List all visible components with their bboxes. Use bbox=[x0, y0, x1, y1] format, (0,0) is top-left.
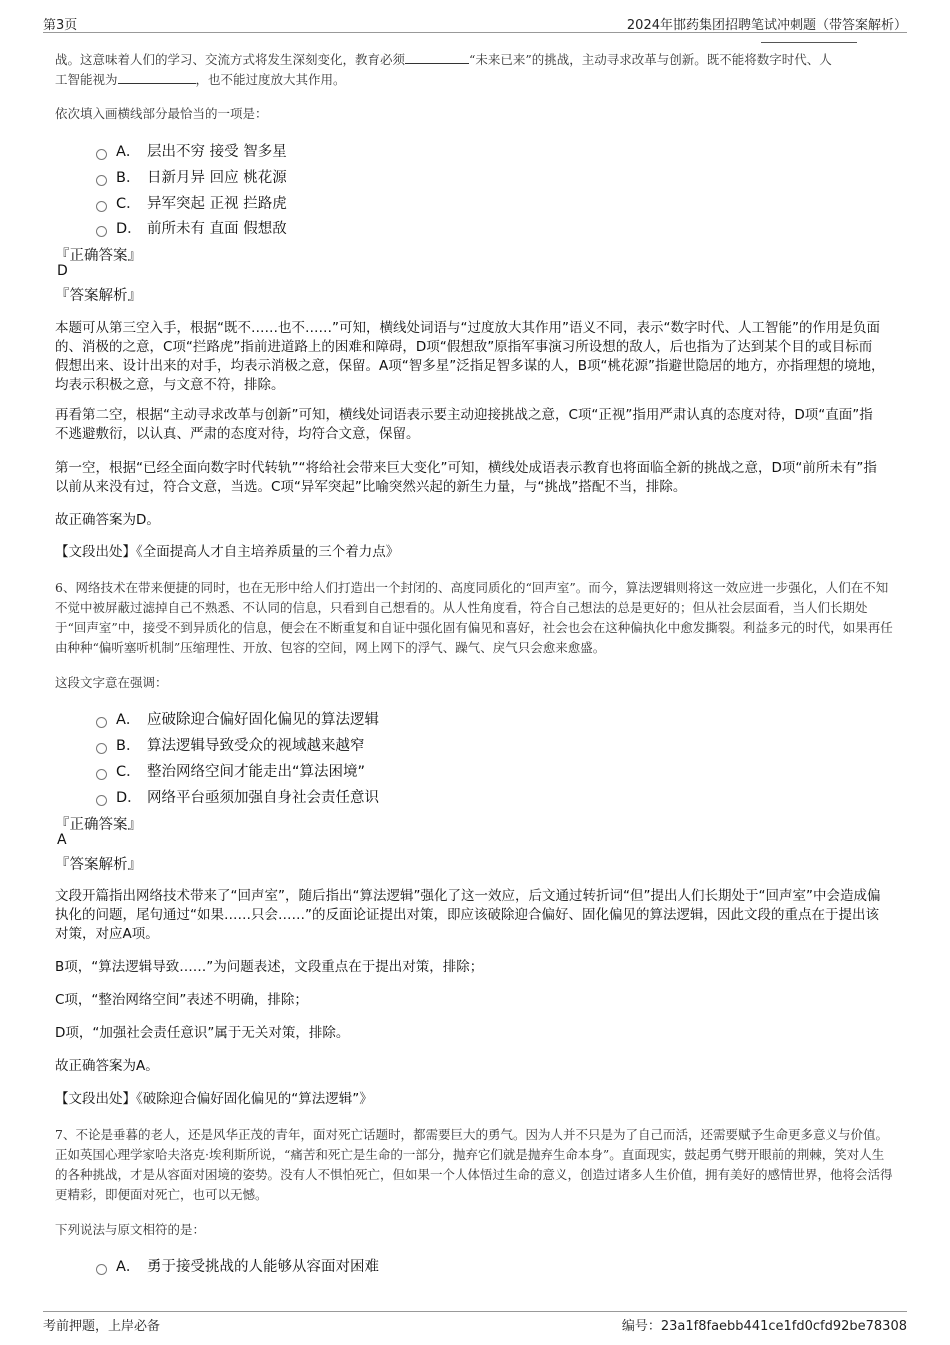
option-text: 整治网络空间才能走出“算法困境” bbox=[147, 764, 366, 780]
q6-analysis-3: C项，“整治网络空间”表述不明确，排除； bbox=[55, 992, 308, 1008]
fill-blank-2 bbox=[405, 50, 469, 64]
option-letter: C． bbox=[116, 196, 141, 212]
q5-prompt: 依次填入画横线部分最恰当的一项是： bbox=[55, 106, 268, 121]
q6-analysis-2: B项，“算法逻辑导致……”为问题表述，文段重点在于提出对策，排除； bbox=[55, 959, 484, 975]
q6-source: 【文段出处】《破除迎合偏好固化偏见的“算法逻辑”》 bbox=[55, 1091, 373, 1107]
option-letter: A． bbox=[116, 144, 141, 160]
page-footer bbox=[43, 1311, 907, 1340]
q6-option-a[interactable] bbox=[96, 708, 379, 729]
radio-icon[interactable] bbox=[96, 175, 107, 186]
q5-passage-end bbox=[55, 50, 895, 90]
radio-icon[interactable] bbox=[96, 149, 107, 160]
option-text: 勇于接受挑战的人能够从容面对困难 bbox=[147, 1259, 379, 1275]
q6-analysis-label: 『答案解析』 bbox=[55, 857, 142, 873]
q5-analysis-3: 第一空，根据“已经全面向数字时代转轨”“将给社会带来巨大变化”可知，横线处成语表示教育也将面临全新的挑战之意，D项“前所未有”指以前从来没有过，符合文意，当选。C项“异军突起”比喻突然兴起的新生力量，与“挑战”搭配不当，排除。 bbox=[55, 460, 877, 495]
q5-analysis-2: 再看第二空，根据“主动寻求改革与创新”可知，横线处词语表示要主动迎接挑战之意，C项“正视”指用严肃认真的态度对待，D项“直面”指不逃避敷衍，以认真、严肃的态度对待，均符合文意，保留。 bbox=[55, 407, 873, 442]
option-letter: D． bbox=[116, 221, 142, 237]
code-label: 编号： bbox=[621, 1319, 661, 1334]
option-text: 前所未有 直面 假想敌 bbox=[147, 221, 287, 237]
q7-option-a[interactable] bbox=[96, 1255, 379, 1276]
option-text: 日新月异 回应 桃花源 bbox=[147, 170, 287, 186]
radio-icon[interactable] bbox=[96, 1264, 107, 1275]
option-letter: A． bbox=[116, 712, 141, 728]
option-letter: B． bbox=[116, 738, 141, 754]
q5-option-d[interactable] bbox=[96, 217, 287, 238]
radio-icon[interactable] bbox=[96, 226, 107, 237]
footer-code bbox=[622, 1315, 907, 1334]
q5-analysis-1: 本题可从第三空入手，根据“既不……也不……”可知，横线处词语与“过度放大其作用”语义不同，表示“数字时代、人工智能”的作用是负面的、消极的之意，C项“拦路虎”指前进道路上的困难和障碍，D项“假想敌”原指军事演习所设想的敌人，后也指为了达到某个目的或目标而假想出来、设计出来的对手，均表示消极之意，保留。A项“智多星”泛指足智多谋的人，B项“桃花源”指避世隐居的地方，亦指理想的境地，均表示积极之意，与文意不符，排除。 bbox=[55, 320, 885, 393]
option-text: 异军突起 正视 拦路虎 bbox=[147, 196, 287, 212]
q6-answer-label: 『正确答案』 bbox=[55, 817, 142, 833]
option-letter: B． bbox=[116, 170, 141, 186]
q5-option-c[interactable] bbox=[96, 192, 287, 213]
option-letter: D． bbox=[116, 790, 142, 806]
header-rule bbox=[761, 42, 857, 43]
option-text: 算法逻辑导致受众的视域越来越窄 bbox=[147, 738, 365, 754]
q5-answer: D bbox=[57, 263, 68, 279]
q7-passage: 7、不论是垂暮的老人，还是风华正茂的青年，面对死亡话题时，都需要巨大的勇气。因为人并不只是为了自己而活，还需要赋予生命更多意义与价值。正如英国心理学家哈夫洛克·埃利斯所说，“痛苦和死亡是生命的一部分，抛弃它们就是抛弃生命本身”。直面现实，鼓起勇气劈开眼前的荆棘，笑对人生的各种挑战，才是从容面对困境的姿势。没有人不惧怕死亡，但如果一个人体悟过生命的意义，创造过诸多人生价值，拥有美好的感情世界，他将会活得更精彩，即便面对死亡，也可以无憾。 bbox=[55, 1127, 893, 1202]
option-text: 层出不穷 接受 智多星 bbox=[147, 144, 287, 160]
q5-source: 【文段出处】《全面提高人才自主培养质量的三个着力点》 bbox=[55, 544, 400, 560]
q6-analysis-5: 故正确答案为A。 bbox=[55, 1058, 159, 1074]
q7-prompt: 下列说法与原文相符的是： bbox=[55, 1222, 206, 1237]
q6-option-d[interactable] bbox=[96, 786, 379, 807]
option-letter: C． bbox=[116, 764, 141, 780]
q6-analysis-1: 文段开篇指出网络技术带来了“回声室”，随后指出“算法逻辑”强化了这一效应，后文通过转折词“但”提出人们长期处于“回声室”中会造成偏执化的问题，尾句通过“如果……只会……”的反面论证提出对策，即应该破除迎合偏好、固化偏见的算法逻辑，因此文段的重点在于提出该对策，对应A项。 bbox=[55, 888, 881, 942]
q5-text-1: 战。这意味着人们的学习、交流方式将发生深刻变化，教育必须 bbox=[55, 52, 406, 67]
option-text: 网络平台亟须加强自身社会责任意识 bbox=[147, 790, 379, 806]
option-letter: A． bbox=[116, 1259, 141, 1275]
q6-prompt: 这段文字意在强调： bbox=[55, 675, 168, 690]
radio-icon[interactable] bbox=[96, 795, 107, 806]
q5-option-b[interactable] bbox=[96, 166, 287, 187]
fill-blank-3 bbox=[118, 70, 196, 84]
q6-option-c[interactable] bbox=[96, 760, 365, 781]
radio-icon[interactable] bbox=[96, 743, 107, 754]
q5-answer-label: 『正确答案』 bbox=[55, 248, 142, 264]
q6-answer: A bbox=[57, 832, 67, 848]
q6-passage: 6、网络技术在带来便捷的同时，也在无形中给人们打造出一个封闭的、高度同质化的“回声室”。而今，算法逻辑则将这一效应进一步强化，人们在不知不觉中被屏蔽过滤掉自己不熟悉、不认同的信息，只看到自己想看的。从人性角度看，符合自己想法的总是更好的；但从社会层面看，当人们长期处于“回声室”中，接受不到异质化的信息，便会在不断重复和自证中强化固有偏见和喜好，社会也会在这种偏执化中愈发撕裂。利益多元的时代，如果再任由种种“偏听塞听机制”压缩理性、开放、包容的空间，网上网下的浮气、躁气、戾气只会愈来愈盛。 bbox=[55, 580, 893, 655]
q5-text-4: ，也不能过度放大其作用。 bbox=[195, 72, 346, 87]
q5-option-a[interactable] bbox=[96, 140, 287, 161]
q6-option-b[interactable] bbox=[96, 734, 365, 755]
q6-analysis-4: D项，“加强社会责任意识”属于无关对策，排除。 bbox=[55, 1025, 350, 1041]
code-value: 23a1f8faebb441ce1fd0cfd92be78308 bbox=[660, 1319, 907, 1334]
radio-icon[interactable] bbox=[96, 201, 107, 212]
q5-text-3: 工智能视为 bbox=[55, 72, 118, 87]
page-header bbox=[43, 10, 907, 33]
radio-icon[interactable] bbox=[96, 769, 107, 780]
q5-analysis-label: 『答案解析』 bbox=[55, 288, 142, 304]
footer-slogan: 考前押题，上岸必备 bbox=[43, 1319, 161, 1334]
q5-text-2: “未来已来”的挑战，主动寻求改革与创新。既不能将数字时代、人 bbox=[469, 52, 832, 67]
document-title: 2024年邯药集团招聘笔试冲刺题（带答案解析） bbox=[626, 18, 907, 33]
option-text: 应破除迎合偏好固化偏见的算法逻辑 bbox=[147, 712, 379, 728]
page-number: 第3页 bbox=[43, 18, 78, 33]
radio-icon[interactable] bbox=[96, 717, 107, 728]
q5-analysis-4: 故正确答案为D。 bbox=[55, 512, 160, 528]
